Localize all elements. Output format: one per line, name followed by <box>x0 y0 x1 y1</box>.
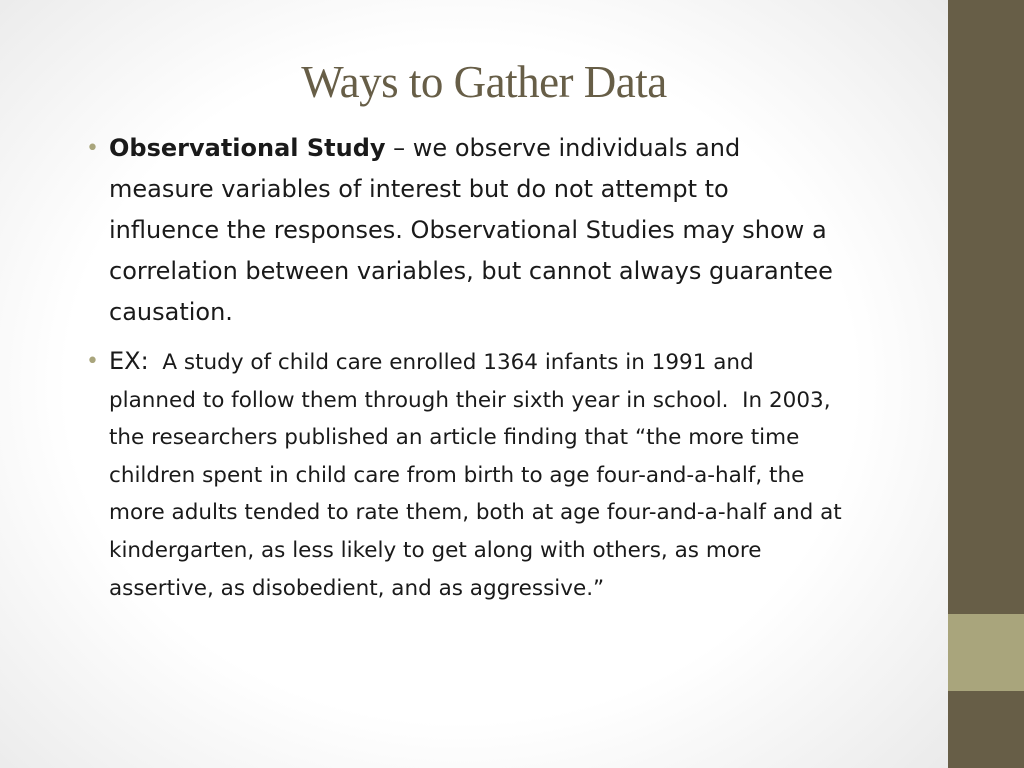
bullet-lead: EX: <box>109 347 149 375</box>
bullet-text: – we observe individuals and measure variables of interest but do not attempt to influence the responses. Observational Studies may show a correlation between variables, but cannot always guarantee causation. <box>109 134 833 326</box>
sidebar-accent-block <box>948 614 1024 691</box>
bullet-text: A study of child care enrolled 1364 infants in 1991 and planned to follow them through their sixth year in school. In 2003, the researchers published an article finding that “the more time children spent in child care from birth to age four-and-a-half, the more adults tended to rate them, both at age four-and-a-half and at kindergarten, as less likely to get along with others, as more assertive, as disobedient, and as aggressive.” <box>109 350 849 601</box>
bullet-observational-study <box>82 128 842 333</box>
bullet-term: Observational Study <box>109 134 386 162</box>
bullet-dot-icon: • <box>86 349 99 374</box>
bullet-list <box>82 128 849 607</box>
bullet-dot-icon: • <box>86 136 99 161</box>
bullet-example <box>82 343 849 607</box>
slide-title: Ways to Gather Data <box>301 57 667 107</box>
